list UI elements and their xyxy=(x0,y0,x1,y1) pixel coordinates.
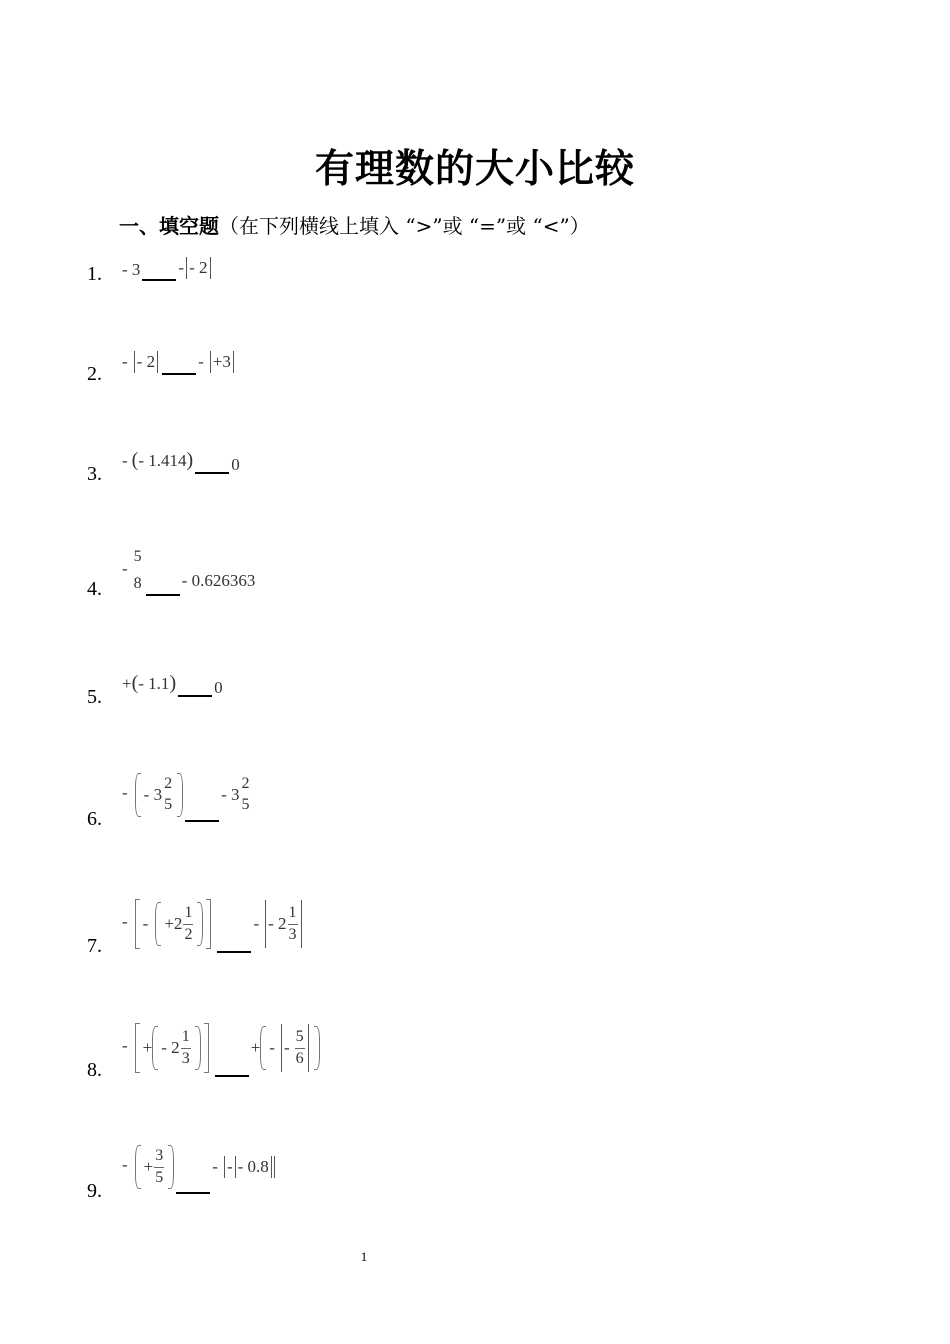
abs-bar xyxy=(186,257,187,279)
expr-term: 0 xyxy=(231,454,240,474)
question-expression: + ( - 1.1 ) 0 xyxy=(122,672,223,697)
question-number: 2. xyxy=(87,363,102,385)
fraction: 2 5 xyxy=(241,775,250,813)
answer-blank[interactable] xyxy=(146,594,180,596)
abs-bar xyxy=(281,1024,282,1072)
answer-blank[interactable] xyxy=(176,1192,210,1194)
abs-bar xyxy=(308,1024,309,1072)
expr-sign: + xyxy=(143,1157,154,1176)
question-9 xyxy=(87,1145,687,1225)
abs-bar xyxy=(235,1156,236,1178)
question-number: 9. xyxy=(87,1180,102,1202)
question-expression xyxy=(122,1145,277,1189)
fraction: 5 8 xyxy=(133,548,142,592)
answer-blank[interactable] xyxy=(215,1075,249,1077)
expr-sign: - xyxy=(226,1157,233,1176)
expr-sign: - xyxy=(198,352,204,371)
expr-sign: - xyxy=(178,258,185,277)
answer-blank[interactable] xyxy=(142,279,176,281)
expr-term: 0 xyxy=(214,677,223,697)
question-expression xyxy=(122,1023,320,1073)
question-expression xyxy=(122,257,213,279)
expr-sign: - xyxy=(122,352,128,371)
question-expression xyxy=(122,351,236,373)
question-number: 5. xyxy=(87,686,102,708)
expr-sign: - xyxy=(253,914,260,933)
expr-sign: - xyxy=(122,912,128,931)
question-expression: - ( - 1.414 ) 0 xyxy=(122,449,240,474)
fraction: $\frac{1}{3}$ xyxy=(181,1027,190,1067)
section-heading-label: 一、填空题 xyxy=(119,214,219,238)
expr-term: - 2 xyxy=(161,1038,180,1057)
section-heading xyxy=(119,210,590,239)
question-number: 8. xyxy=(87,1059,102,1081)
question-1 xyxy=(87,255,687,335)
expr-term: - 3 xyxy=(221,785,240,804)
abs-bar xyxy=(210,257,211,279)
abs-bar xyxy=(271,1156,272,1178)
question-number: 4. xyxy=(87,578,102,600)
question-8 xyxy=(87,1021,687,1101)
abs-bar xyxy=(134,351,135,373)
expr-sign: + xyxy=(122,673,132,693)
question-5 xyxy=(87,672,687,758)
expr-sign: - xyxy=(122,1036,128,1055)
expr-sign: - xyxy=(122,783,128,802)
expr-term: - 1.1 xyxy=(138,673,170,693)
question-expression xyxy=(122,899,304,949)
abs-bar xyxy=(224,1156,225,1178)
question-number: 3. xyxy=(87,463,102,485)
expr-sign: - xyxy=(212,1157,218,1176)
expr-term: - 0.626363 xyxy=(181,570,256,590)
page-title: 有理数的大小比较 xyxy=(314,147,635,192)
expr-term: - 3 xyxy=(143,785,163,804)
abs-bar xyxy=(233,351,234,373)
expr-sign: - xyxy=(122,558,128,578)
expr-term: - 2 xyxy=(189,258,208,277)
answer-blank[interactable] xyxy=(195,472,229,474)
abs-bar xyxy=(265,900,266,948)
answer-blank[interactable] xyxy=(185,820,219,822)
abs-bar xyxy=(301,900,302,948)
expr-term: - 1.414 xyxy=(138,450,187,470)
expr-sign: + xyxy=(142,1038,153,1057)
expr-term: +3 xyxy=(212,352,231,371)
question-expression xyxy=(122,549,255,593)
fraction: $\frac{1}{2}$ xyxy=(184,903,193,943)
section-instruction: （在下列横线上填入 “>”或 “=”或 “<”） xyxy=(219,214,590,238)
expr-sign: + xyxy=(250,1038,261,1057)
answer-blank[interactable] xyxy=(162,373,196,375)
expr-sign: - xyxy=(283,1038,290,1057)
abs-bar xyxy=(210,351,211,373)
fraction: $\frac{5}{6}$ xyxy=(295,1027,304,1067)
question-6 xyxy=(87,773,687,853)
question-number: 7. xyxy=(87,935,102,957)
question-number: 1. xyxy=(87,263,102,285)
page-number: 1 xyxy=(360,1249,368,1264)
fraction: 2 5 xyxy=(164,775,173,813)
question-2 xyxy=(87,352,687,435)
fraction: $\frac{3}{5}$ xyxy=(155,1146,164,1186)
expr-term: - 3 xyxy=(122,260,141,279)
question-number: 6. xyxy=(87,808,102,830)
expr-sign: - xyxy=(269,1038,275,1057)
expr-term: - 2 xyxy=(268,914,287,933)
question-expression xyxy=(122,773,252,817)
abs-bar xyxy=(274,1156,275,1178)
question-7 xyxy=(87,897,687,977)
expr-term: - 0.8 xyxy=(237,1157,269,1176)
fraction: $\frac{1}{3}$ xyxy=(288,903,297,943)
expr-term: - 2 xyxy=(136,352,156,371)
expr-sign: - xyxy=(122,450,128,470)
expr-sign: - xyxy=(142,914,149,933)
question-4 xyxy=(87,549,687,629)
question-3 xyxy=(87,449,687,535)
answer-blank[interactable] xyxy=(217,951,251,953)
answer-blank[interactable] xyxy=(178,695,212,697)
expr-sign: - xyxy=(122,1155,128,1174)
abs-bar xyxy=(157,351,158,373)
expr-term: +2 xyxy=(164,914,183,933)
